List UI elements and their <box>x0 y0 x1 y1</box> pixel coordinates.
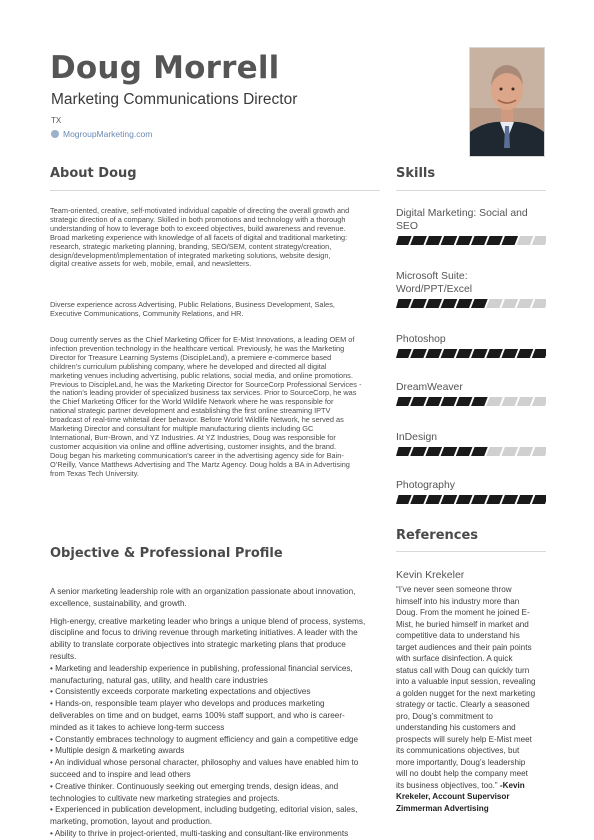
skill-segment-filled <box>456 447 473 456</box>
objective-body <box>50 586 388 840</box>
skill-segment-filled <box>396 236 412 245</box>
skill-segment-filled <box>410 299 427 308</box>
skill-segment-empty <box>517 299 534 308</box>
skill-segment-filled <box>486 495 503 504</box>
skill-segment-empty <box>532 447 546 456</box>
skill-segment-filled <box>396 495 412 504</box>
skill-segment-filled <box>517 495 534 504</box>
skill-segment-filled <box>441 397 458 406</box>
skill-segment-filled <box>517 349 534 358</box>
job-title: Marketing Communications Director <box>51 91 298 108</box>
skill-segment-filled <box>501 349 518 358</box>
skill-segment-filled <box>396 397 412 406</box>
references-heading: References <box>396 528 479 543</box>
skill-segment-filled <box>456 495 473 504</box>
skill-level-bar <box>396 299 546 308</box>
location: TX <box>51 116 62 125</box>
skill-segment-filled <box>456 299 473 308</box>
skill-segment-empty <box>501 397 518 406</box>
skill-segment-filled <box>396 447 412 456</box>
about-paragraph: Team-oriented, creative, self-motivated individual capable of directing the overall growth and strategic direction of a company. Skilled in both promotions and technology with a thorough understanding of how to leverage both to exceed objectives, build awareness and revenue. Broad marketing experience with knowledge of all facets of digital and traditional marketing: research, strategic marketing planning, branding, SEO/SEM, content strategy/creation, design/development/implementation of integrated marketing solutions, website design, digital creative assets for web, mobile, email, and newsletters. <box>50 206 350 269</box>
objective-paragraph: A senior marketing leadership role with an organization passionate about innovation, excellence, sustainability, and growth. <box>50 587 356 608</box>
portrait-illustration <box>470 48 544 156</box>
skill-segment-filled <box>396 349 412 358</box>
skill-label: Photoshop <box>396 334 446 345</box>
skill-segment-filled <box>410 349 427 358</box>
skill-segment-filled <box>425 397 442 406</box>
skill-level-bar <box>396 349 546 358</box>
skill-level-bar <box>396 397 546 406</box>
skill-label: DreamWeaver <box>396 382 463 393</box>
skill-segment-filled <box>441 299 458 308</box>
skill-level-bar <box>396 495 546 504</box>
skill-segment-filled <box>425 349 442 358</box>
about-heading: About Doug <box>50 166 137 181</box>
skill-segment-filled <box>410 236 427 245</box>
skill-segment-filled <box>471 495 488 504</box>
skill-segment-filled <box>441 495 458 504</box>
skill-segment-filled <box>410 447 427 456</box>
skill-segment-filled <box>410 397 427 406</box>
profile-photo <box>470 48 544 156</box>
skill-segment-empty <box>532 397 546 406</box>
skill-segment-filled <box>471 397 488 406</box>
skill-label: Digital Marketing: Social and SEO <box>396 208 528 232</box>
globe-icon <box>51 130 59 138</box>
skill-label: InDesign <box>396 432 438 443</box>
skill-segment-filled <box>456 236 473 245</box>
skill-segment-filled <box>456 397 473 406</box>
skills-heading: Skills <box>396 166 436 181</box>
skills-divider <box>396 190 546 191</box>
objective-paragraph: High-energy, creative marketing leader who brings a unique blend of process, systems, discipline and focus to driving revenue through marketing initiatives. A leader with the ability to translate corporate objectives into strategic marketing plans that produce results. • Marketing and leadership experience in publishing, professional financial services, manufacturing, natural gas, utility, and health care industries • Consistently exceeds corporate marketing expectations and objectives • Hands-on, responsible team player who develops and produces marketing deliverables on time and on budget, earns 100% staff support, and who is career- minded as it takes to achieve long-term success • Constantly embraces technology to augment efficiency and gain a competitive edge • Multiple design & marketing awards • An individual whose personal character, philosophy and values have enabled him to succeed and to inspire and lead others • Creative thinker. Continuously seeking out emerging trends, design ideas, and technologies to cultivate new marketing strategies and projects. • Experienced in publication development, including budgeting, editorial vision, sales, marketing, promotion, layout and production. • Ability to thrive in project-oriented, multi-tasking and consultant-like environments <box>50 616 366 838</box>
skill-segment-empty <box>501 447 518 456</box>
objective-heading: Objective & Professional Profile <box>50 546 283 561</box>
skill-segment-filled <box>532 495 546 504</box>
skill-level-bar <box>396 236 546 245</box>
about-divider <box>50 190 380 191</box>
website-text[interactable]: MogroupMarketing.com <box>63 129 153 139</box>
skill-segment-filled <box>425 495 442 504</box>
candidate-name: Doug Morrell <box>50 50 280 86</box>
skill-segment-empty <box>517 236 534 245</box>
reference-name: Kevin Krekeler <box>396 569 465 581</box>
skill-segment-filled <box>410 495 427 504</box>
skill-segment-filled <box>486 236 503 245</box>
reference-quote <box>396 584 548 814</box>
skill-segment-empty <box>517 397 534 406</box>
references-divider <box>396 551 546 552</box>
skill-segment-filled <box>471 447 488 456</box>
skill-segment-empty <box>486 397 503 406</box>
skill-segment-filled <box>471 299 488 308</box>
skill-segment-filled <box>425 299 442 308</box>
skill-level-bar <box>396 447 546 456</box>
about-paragraph: Diverse experience across Advertising, Public Relations, Business Development, Sales, Executive Communications, Community Relations, and HR. <box>50 300 335 318</box>
skill-segment-empty <box>532 236 546 245</box>
skill-segment-empty <box>486 447 503 456</box>
skill-label: Microsoft Suite: Word/PPT/Excel <box>396 271 473 295</box>
skill-segment-filled <box>441 236 458 245</box>
skill-segment-empty <box>532 299 546 308</box>
reference-author: -Kevin Krekeler, Account Supervisor Zimmerman Advertising <box>396 780 525 813</box>
skill-segment-empty <box>501 299 518 308</box>
skill-segment-filled <box>441 447 458 456</box>
about-paragraph: Doug currently serves as the Chief Marketing Officer for E-Mist Innovations, a leading OEM of infection prevention technology in the healthcare vertical. Previously, he was the Marketing Director for Treasure Learning Systems (DiscipleLand), a premiere e-commerce based children’s curriculum publishing company, where he developed and directed all digital marketing venues including advertising, public relations, social media, and online promotions. Previous to DiscipleLand, he was the Marketing Director for SourceCorp Professional Services - the nation’s leading provider of specialized business tax services. Prior to SourceCorp, he was the Chief Marketing Officer for the World Wildlife Network where he was responsible for national strategic partner development and establishing the first online streaming IPTV broadcast of real-time whitetail deer behavior. Before World Wildlife Network, he served as Marketing Director and consultant for multiple manufacturing clients including GC International, Burr-Brown, and YZ Industries. At YZ Industries, Doug was responsible for customer acquisition via online and offline advertising, customer insights, and the brand. Doug began his marketing communication’s career in the advertising agency side for Bain- O’Reilly, Vance Matthews Advertising and The Martz Agency. Doug holds a BA in Advertising from Texas Tech University. <box>50 335 362 478</box>
skill-segment-filled <box>456 349 473 358</box>
skill-segment-filled <box>486 349 503 358</box>
skill-segment-filled <box>532 349 546 358</box>
skill-segment-empty <box>486 299 503 308</box>
skill-segment-filled <box>441 349 458 358</box>
skill-label: Photography <box>396 480 455 491</box>
website-link[interactable] <box>51 129 152 139</box>
skill-segment-filled <box>396 299 412 308</box>
skill-segment-filled <box>501 495 518 504</box>
skill-segment-filled <box>471 349 488 358</box>
skill-segment-filled <box>425 447 442 456</box>
skill-segment-filled <box>501 236 518 245</box>
skill-segment-empty <box>517 447 534 456</box>
skill-segment-filled <box>425 236 442 245</box>
reference-quote-text: “I’ve never seen someone throw himself into his industry more than Doug. From the moment he joined E- Mist, he buried himself in market and competitive data to understand his target audiences and their pain points with surface disinfection. A quick status call with Doug can quickly turn into a valuable input session, revealing a golden nugget for the next marketing strategy or tactic. Clearly a seasoned pro, Doug’s commitment to understanding his customers and prospects will surely help E-Mist meet its communications objectives, but more importantly, Doug’s leadership will no doubt help the company meet its business objectives, too.” <box>396 585 536 790</box>
skill-segment-filled <box>471 236 488 245</box>
